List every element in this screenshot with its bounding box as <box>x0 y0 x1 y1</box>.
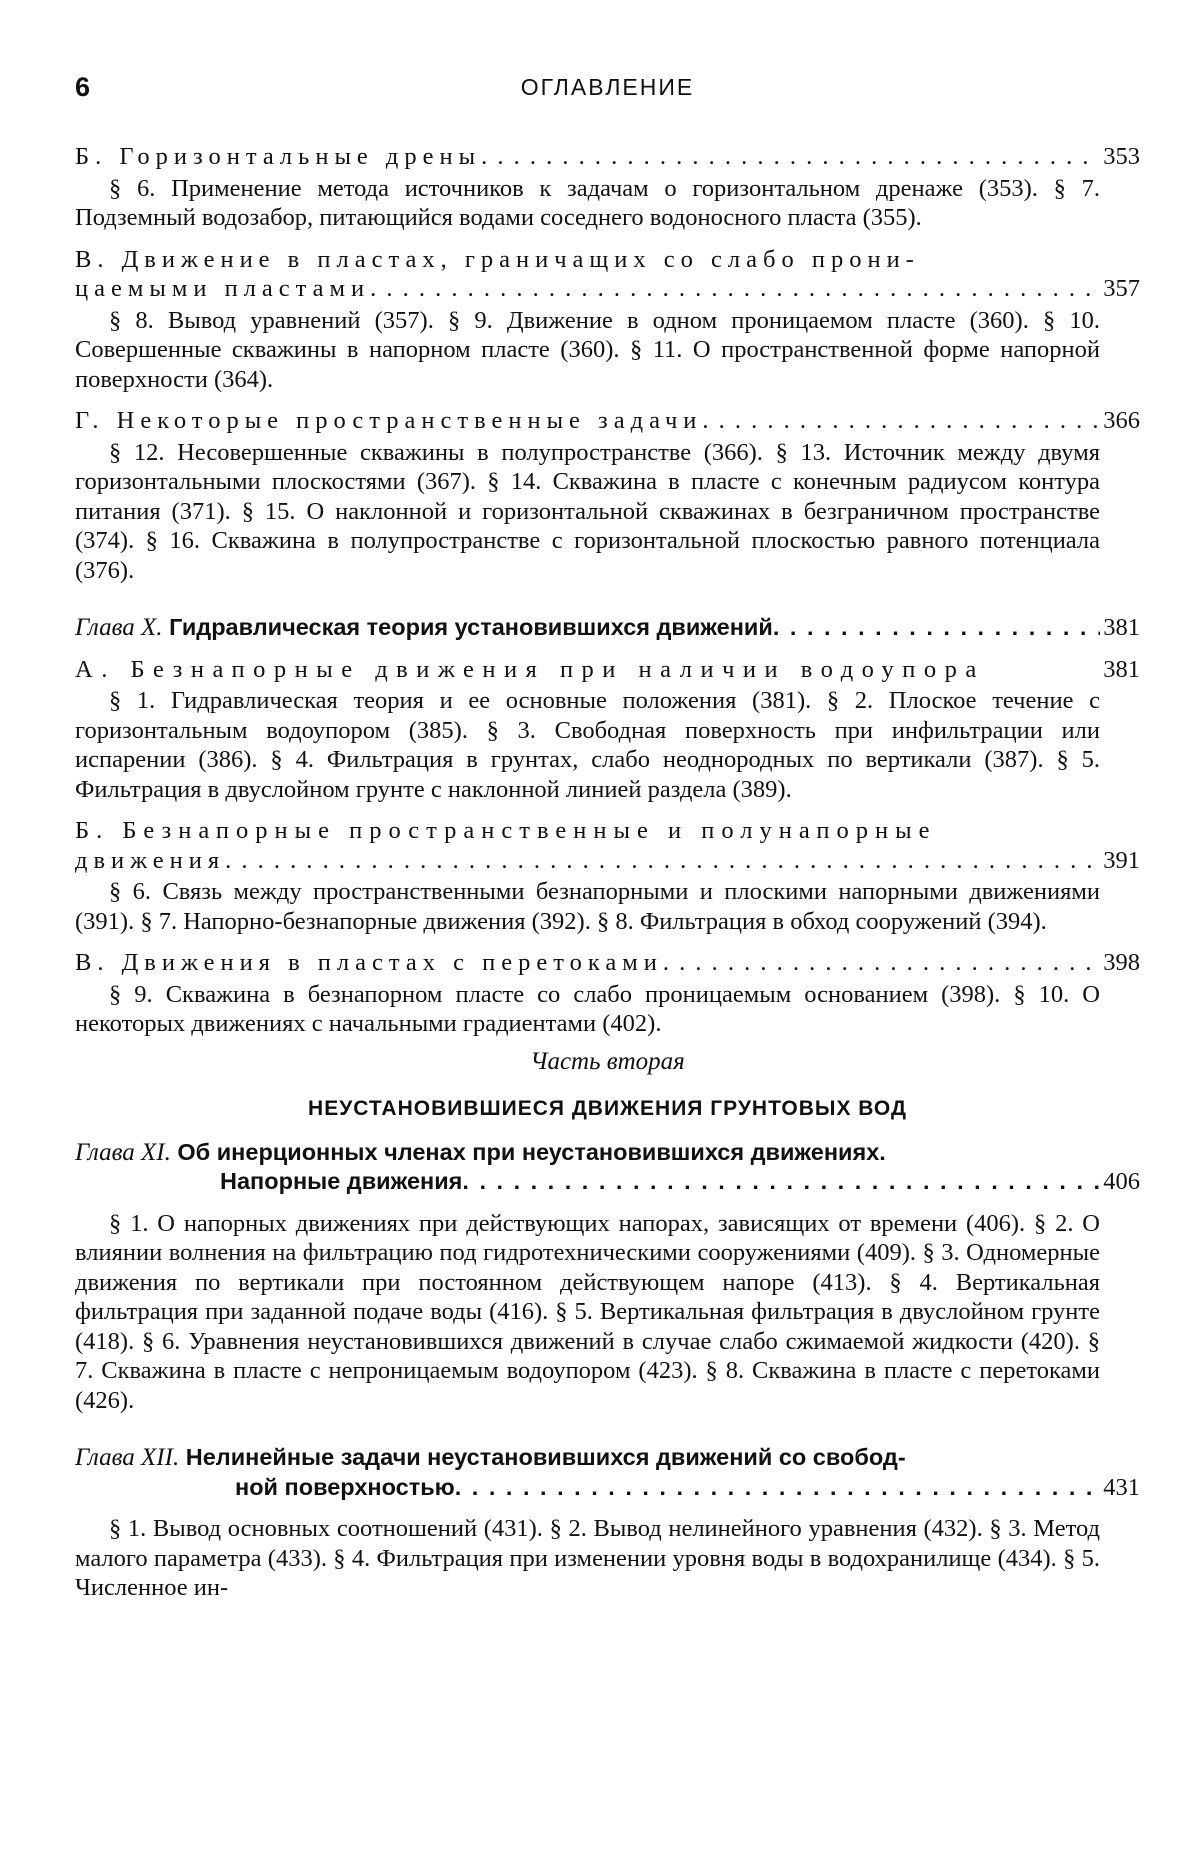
chapter-title-line1: Об инерционных членах при неустановившихся движениях. <box>177 1138 886 1165</box>
toc-entry-chapter-11 <box>75 1138 1140 1197</box>
section-title: А. Безнапорные движения при наличии водоупора <box>75 655 985 683</box>
page-number: 6 <box>75 72 91 102</box>
chapter-label: Глава XII. <box>75 1444 180 1471</box>
section-contents: § 9. Скважина в безнапорном пласте со слабо проницаемым основанием (398). § 10. О некоторых движениях с начальными градиентами (402). <box>75 980 1100 1037</box>
section-title-line2: цаемыми пластами <box>75 275 371 302</box>
toc-entry-spatial-unconfined <box>75 816 1140 875</box>
section-title-line2: движения <box>75 846 226 874</box>
toc-entry-cross-flow <box>75 948 1140 978</box>
chapter-label: Глава XI. <box>75 1138 171 1166</box>
chapter-contents: § 1. Вывод основных соотношений (431). § 2. Вывод нелинейного уравнения (432). § 3. Метод малого параметра (433). § 4. Фильтрация при изменении уровня воды в водохранилище (434). § 5. Численное ин- <box>75 1515 1100 1601</box>
section-title-line1: Б. Безнапорные пространственные и полунапорные <box>75 817 937 844</box>
page-ref: 431 <box>1103 1473 1140 1501</box>
section-contents: § 8. Вывод уравнений (357). § 9. Движение в одном проницаемом пласте (360). § 10. Совершенные скважины в напорном пласте (360). § 11. О пространственной форме напорной поверхности (364). <box>75 306 1100 393</box>
page-ref: 381 <box>1103 614 1140 641</box>
toc-entry-unconfined-flow <box>75 655 1140 685</box>
page-ref: 398 <box>1103 949 1140 976</box>
page-ref: 391 <box>1103 846 1140 874</box>
running-title: ОГЛАВЛЕНИЕ <box>520 74 695 100</box>
running-head <box>75 72 1140 102</box>
page-ref: 366 <box>1103 407 1140 434</box>
chapter-title-line2: Напорные движения <box>220 1168 463 1194</box>
toc-entry-horizontal-drains <box>75 142 1140 172</box>
toc-entry-leaky-layers <box>75 245 1140 304</box>
toc-entry-chapter-10 <box>75 613 1140 643</box>
section-contents: § 1. Гидравлическая теория и ее основные положения (381). § 2. Плоское течение с горизонтальным водоупором (385). § 3. Свободная поверхность при инфильтрации или испарении (386). § 4. Фильтрация в грунтах, слабо неоднородных по вертикали (387). § 5. Фильтрация в двуслойном грунте с наклонной линией раздела (389). <box>75 687 1100 803</box>
section-contents: § 6. Применение метода источников к задачам о горизонтальном дренаже (353). § 7. Подземный водозабор, питающийся водами соседнего водоносного пласта (355). <box>75 174 1100 231</box>
chapter-title-line1: Нелинейные задачи неустановившихся движений со свобод- <box>185 1444 906 1470</box>
chapter-label: Глава X. <box>75 614 163 641</box>
toc-content <box>75 142 1140 1603</box>
section-contents: § 6. Связь между пространственными безнапорными и плоскими напорными движениями (391). § 7. Напорно-безнапорные движения (392). § 8. Фильтрация в обход сооружений (394). <box>75 878 1100 935</box>
page-ref: 406 <box>1103 1168 1140 1195</box>
chapter-title: Гидравлическая теория установившихся движений <box>169 614 773 640</box>
section-title: Б. Горизонтальные дрены <box>75 143 482 170</box>
part-title: НЕУСТАНОВИВШИЕСЯ ДВИЖЕНИЯ ГРУНТОВЫХ ВОД <box>308 1097 907 1120</box>
section-title: Г. Некоторые пространственные задачи <box>75 407 703 434</box>
toc-entry-chapter-12 <box>75 1443 1140 1502</box>
page-ref: 381 <box>1103 655 1140 683</box>
section-contents: § 12. Несовершенные скважины в полупространстве (366). § 13. Источник между двумя горизонтальными плоскостями (367). § 14. Скважина в пласте с конечным радиусом контура питания (371). § 15. О наклонной и горизонтальной скважинах в безграничном пространстве (374). § 16. Скважина в полупространстве с горизонтальной плоскостью равного потенциала (376). <box>75 438 1100 584</box>
page-ref: 353 <box>1103 143 1140 170</box>
section-title-line1: В. Движение в пластах, граничащих со слабо прони- <box>75 245 920 273</box>
chapter-title-line2: ной поверхностью <box>235 1473 455 1500</box>
chapter-contents: § 1. О напорных движениях при действующих напорах, зависящих от времени (406). § 2. О влиянии волнения на фильтрацию под гидротехническими сооружениями (409). § 3. Одномерные движения по вертикали при постоянном действующем напоре (413). § 4. Вертикальная фильтрация при заданной подаче воды (416). § 5. Вертикальная фильтрация в двуслойном грунте (418). § 6. Уравнения неустановившихся движений в случае слабо сжимаемой жидкости (420). § 7. Скважина в пласте с непроницаемым водоупором (423). § 8. Скважина в пласте с перетоками (426). <box>75 1209 1100 1414</box>
part-label: Часть вторая <box>530 1047 685 1075</box>
page-ref: 357 <box>1103 275 1140 302</box>
toc-entry-spatial-problems <box>75 406 1140 436</box>
section-title: В. Движения в пластах с перетоками <box>75 949 663 976</box>
